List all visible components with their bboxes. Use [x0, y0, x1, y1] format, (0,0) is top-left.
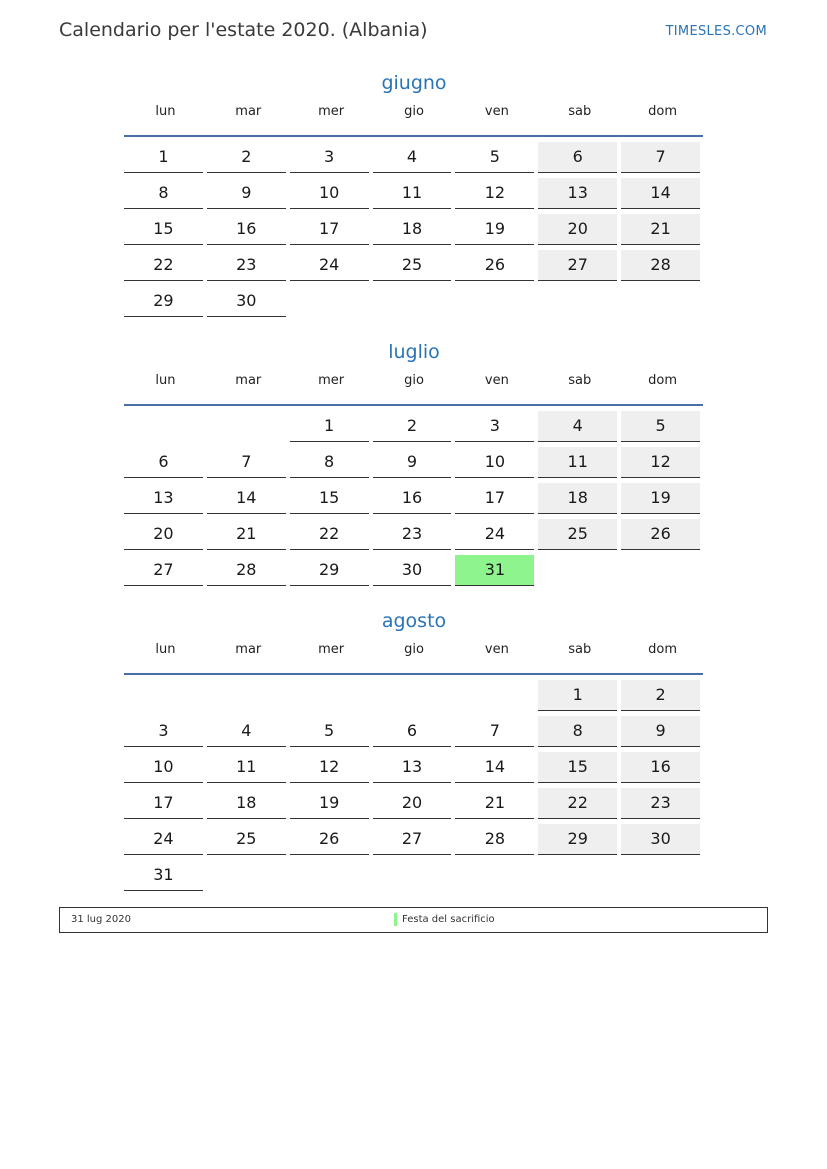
week-row [124, 519, 704, 555]
day-number: 6 [124, 447, 203, 478]
day-number: 20 [373, 788, 452, 819]
empty-day-cell [373, 680, 456, 716]
day-number: 9 [621, 716, 700, 747]
day-cell[interactable] [621, 142, 704, 178]
day-cell[interactable] [373, 411, 456, 447]
day-number: 18 [373, 214, 452, 245]
week-row [124, 824, 704, 860]
weekday-label: lun [155, 373, 176, 388]
day-cell[interactable] [455, 519, 538, 555]
day-number: 2 [207, 142, 286, 173]
day-cell[interactable] [538, 483, 621, 519]
day-number: 9 [373, 447, 452, 478]
day-number: 16 [207, 214, 286, 245]
day-cell[interactable] [455, 214, 538, 250]
empty-day-cell [373, 860, 456, 896]
week-row [124, 680, 704, 716]
week-row [124, 286, 704, 322]
day-cell[interactable] [538, 447, 621, 483]
day-number: 19 [621, 483, 700, 514]
day-cell[interactable] [207, 716, 290, 752]
weekday-label: dom [648, 642, 678, 657]
day-number: 21 [455, 788, 534, 819]
day-cell[interactable] [207, 752, 290, 788]
day-number: 20 [124, 519, 203, 550]
day-number [290, 680, 369, 711]
day-number [290, 860, 369, 891]
weekday-label: gio [404, 642, 424, 657]
day-number: 23 [373, 519, 452, 550]
day-number: 15 [538, 752, 617, 783]
day-cell[interactable] [290, 788, 373, 824]
day-number: 4 [538, 411, 617, 442]
day-number: 21 [207, 519, 286, 550]
day-number: 11 [207, 752, 286, 783]
day-number: 5 [621, 411, 700, 442]
day-number [207, 680, 286, 711]
day-number: 28 [207, 555, 286, 586]
day-cell[interactable] [538, 716, 621, 752]
empty-day-cell [621, 286, 704, 322]
empty-day-cell [124, 680, 207, 716]
day-cell[interactable] [373, 178, 456, 214]
day-cell[interactable] [373, 555, 456, 591]
day-cell[interactable] [455, 178, 538, 214]
day-number: 25 [538, 519, 617, 550]
day-number: 30 [621, 824, 700, 855]
day-number [455, 680, 534, 711]
day-number: 21 [621, 214, 700, 245]
day-cell[interactable] [538, 142, 621, 178]
month-title: agosto [381, 610, 447, 632]
day-number [373, 286, 452, 317]
day-number [538, 555, 617, 586]
day-number: 17 [124, 788, 203, 819]
day-number: 18 [538, 483, 617, 514]
legend-holiday-name: Festa del sacrificio [402, 914, 495, 925]
month-title: luglio [388, 341, 440, 363]
day-cell[interactable] [373, 142, 456, 178]
day-number: 16 [373, 483, 452, 514]
day-number: 24 [124, 824, 203, 855]
day-cell[interactable] [455, 411, 538, 447]
weekday-label: mer [318, 104, 345, 119]
week-row [124, 483, 704, 519]
day-number: 29 [290, 555, 369, 586]
empty-day-cell [455, 860, 538, 896]
day-number [538, 286, 617, 317]
day-cell[interactable] [373, 483, 456, 519]
weekday-header-row [124, 636, 704, 664]
day-cell[interactable] [207, 555, 290, 591]
week-row [124, 214, 704, 250]
day-number: 5 [290, 716, 369, 747]
day-cell[interactable] [207, 519, 290, 555]
day-number: 2 [373, 411, 452, 442]
day-cell[interactable] [455, 716, 538, 752]
day-cell[interactable] [290, 716, 373, 752]
day-number: 14 [207, 483, 286, 514]
legend-date: 31 lug 2020 [71, 914, 131, 925]
day-number: 19 [455, 214, 534, 245]
day-number: 22 [124, 250, 203, 281]
brand-link[interactable]: TIMESLES.COM [665, 24, 767, 39]
weekday-label: dom [648, 373, 678, 388]
day-cell[interactable] [455, 752, 538, 788]
empty-day-cell [538, 860, 621, 896]
day-cell[interactable] [207, 788, 290, 824]
day-cell[interactable] [124, 214, 207, 250]
day-number: 1 [538, 680, 617, 711]
day-cell[interactable] [207, 824, 290, 860]
empty-day-cell [207, 680, 290, 716]
day-number: 1 [124, 142, 203, 173]
day-number: 30 [373, 555, 452, 586]
day-number: 14 [621, 178, 700, 209]
day-cell[interactable] [621, 680, 704, 716]
empty-day-cell [290, 286, 373, 322]
day-cell[interactable] [538, 752, 621, 788]
day-number: 10 [124, 752, 203, 783]
day-cell[interactable] [207, 214, 290, 250]
day-cell[interactable] [538, 824, 621, 860]
empty-day-cell [538, 555, 621, 591]
weekday-label: sab [568, 373, 592, 388]
weekday-label: sab [568, 104, 592, 119]
weekday-label: mar [235, 373, 262, 388]
day-number: 15 [290, 483, 369, 514]
day-number: 16 [621, 752, 700, 783]
month-agosto [124, 608, 704, 896]
day-cell[interactable] [621, 178, 704, 214]
day-cell[interactable] [373, 752, 456, 788]
day-cell[interactable] [455, 824, 538, 860]
day-number: 24 [290, 250, 369, 281]
day-cell[interactable] [621, 824, 704, 860]
day-cell[interactable] [124, 447, 207, 483]
day-number [207, 411, 286, 442]
day-cell[interactable] [621, 214, 704, 250]
weekday-header-row [124, 98, 704, 126]
day-number: 10 [455, 447, 534, 478]
weekday-label: ven [484, 104, 509, 119]
day-cell[interactable] [290, 555, 373, 591]
weekday-label: mer [318, 373, 345, 388]
day-number: 12 [455, 178, 534, 209]
day-number: 6 [538, 142, 617, 173]
day-cell[interactable] [373, 447, 456, 483]
day-number: 17 [290, 214, 369, 245]
day-number [373, 680, 452, 711]
day-cell[interactable] [373, 788, 456, 824]
day-number: 7 [621, 142, 700, 173]
holiday-legend [59, 907, 768, 933]
day-number: 23 [207, 250, 286, 281]
week-row [124, 142, 704, 178]
day-number: 3 [455, 411, 534, 442]
day-number: 13 [373, 752, 452, 783]
day-number: 13 [538, 178, 617, 209]
day-number: 8 [124, 178, 203, 209]
day-cell[interactable] [124, 752, 207, 788]
day-cell[interactable] [207, 286, 290, 322]
empty-day-cell [621, 860, 704, 896]
day-number: 19 [290, 788, 369, 819]
day-cell[interactable] [124, 519, 207, 555]
day-number: 28 [621, 250, 700, 281]
day-cell[interactable] [290, 411, 373, 447]
day-cell[interactable] [621, 716, 704, 752]
day-cell[interactable] [538, 214, 621, 250]
day-cell[interactable] [538, 411, 621, 447]
day-cell[interactable] [207, 178, 290, 214]
header-divider [124, 673, 703, 675]
day-cell[interactable] [373, 716, 456, 752]
month-title: giugno [381, 72, 447, 94]
week-row [124, 752, 704, 788]
day-number [538, 860, 617, 891]
empty-day-cell [290, 680, 373, 716]
day-number: 6 [373, 716, 452, 747]
header-divider [124, 135, 703, 137]
day-number: 17 [455, 483, 534, 514]
day-number: 26 [621, 519, 700, 550]
weekday-label: dom [648, 104, 678, 119]
day-cell[interactable] [207, 142, 290, 178]
day-cell[interactable] [621, 752, 704, 788]
day-number: 14 [455, 752, 534, 783]
day-number: 3 [124, 716, 203, 747]
empty-day-cell [621, 555, 704, 591]
day-number [455, 860, 534, 891]
day-cell[interactable] [207, 447, 290, 483]
day-number: 29 [538, 824, 617, 855]
day-number: 29 [124, 286, 203, 317]
header-divider [124, 404, 703, 406]
day-cell[interactable] [124, 142, 207, 178]
empty-day-cell [373, 286, 456, 322]
day-number: 23 [621, 788, 700, 819]
day-cell[interactable] [290, 824, 373, 860]
empty-day-cell [455, 680, 538, 716]
weekday-label: mer [318, 642, 345, 657]
day-cell[interactable] [455, 555, 538, 591]
day-cell[interactable] [455, 483, 538, 519]
empty-day-cell [207, 411, 290, 447]
day-number [621, 860, 700, 891]
day-cell[interactable] [290, 250, 373, 286]
day-cell[interactable] [373, 250, 456, 286]
day-cell[interactable] [373, 519, 456, 555]
weekday-label: ven [484, 642, 509, 657]
day-cell[interactable] [290, 178, 373, 214]
day-number: 7 [455, 716, 534, 747]
day-cell[interactable] [290, 519, 373, 555]
day-cell[interactable] [124, 788, 207, 824]
day-number: 27 [538, 250, 617, 281]
day-number: 18 [207, 788, 286, 819]
day-cell[interactable] [290, 447, 373, 483]
weekday-label: ven [484, 373, 509, 388]
month-luglio [124, 339, 704, 591]
day-cell[interactable] [621, 483, 704, 519]
empty-day-cell [207, 860, 290, 896]
legend-color-marker [394, 913, 397, 926]
day-number: 11 [373, 178, 452, 209]
week-row [124, 788, 704, 824]
empty-day-cell [538, 286, 621, 322]
day-cell[interactable] [455, 788, 538, 824]
weekday-label: sab [568, 642, 592, 657]
day-cell[interactable] [290, 214, 373, 250]
empty-day-cell [455, 286, 538, 322]
day-cell[interactable] [538, 680, 621, 716]
day-number: 10 [290, 178, 369, 209]
day-number: 9 [207, 178, 286, 209]
day-number: 12 [621, 447, 700, 478]
week-row [124, 411, 704, 447]
empty-day-cell [124, 411, 207, 447]
day-number: 15 [124, 214, 203, 245]
day-number: 27 [373, 824, 452, 855]
day-number [290, 286, 369, 317]
day-cell[interactable] [124, 483, 207, 519]
day-cell[interactable] [207, 250, 290, 286]
day-cell[interactable] [621, 250, 704, 286]
page-title: Calendario per l'estate 2020. (Albania) [59, 19, 428, 41]
week-row [124, 716, 704, 752]
empty-day-cell [290, 860, 373, 896]
day-number: 8 [290, 447, 369, 478]
day-number: 13 [124, 483, 203, 514]
day-cell[interactable] [538, 519, 621, 555]
day-number [621, 555, 700, 586]
month-giugno [124, 70, 704, 322]
day-number: 26 [455, 250, 534, 281]
day-number: 12 [290, 752, 369, 783]
day-number: 4 [207, 716, 286, 747]
day-cell[interactable] [124, 286, 207, 322]
weekday-header-row [124, 367, 704, 395]
day-number: 5 [455, 142, 534, 173]
week-row [124, 555, 704, 591]
day-number: 4 [373, 142, 452, 173]
day-cell[interactable] [207, 483, 290, 519]
day-number: 25 [207, 824, 286, 855]
day-number: 1 [290, 411, 369, 442]
day-number: 2 [621, 680, 700, 711]
day-number: 3 [290, 142, 369, 173]
day-number: 20 [538, 214, 617, 245]
day-cell[interactable] [124, 824, 207, 860]
weekday-label: lun [155, 642, 176, 657]
day-number: 7 [207, 447, 286, 478]
weekday-label: gio [404, 104, 424, 119]
day-number [621, 286, 700, 317]
day-cell[interactable] [455, 447, 538, 483]
weekday-label: mar [235, 104, 262, 119]
weekday-label: lun [155, 104, 176, 119]
week-row [124, 860, 704, 896]
day-cell[interactable] [290, 483, 373, 519]
week-row [124, 250, 704, 286]
day-number: 30 [207, 286, 286, 317]
day-cell[interactable] [621, 788, 704, 824]
day-number: 27 [124, 555, 203, 586]
day-cell[interactable] [538, 250, 621, 286]
day-number: 28 [455, 824, 534, 855]
day-cell[interactable] [455, 250, 538, 286]
week-row [124, 178, 704, 214]
day-cell[interactable] [124, 555, 207, 591]
day-cell[interactable] [290, 142, 373, 178]
day-number [124, 411, 203, 442]
day-number: 24 [455, 519, 534, 550]
day-cell[interactable] [621, 447, 704, 483]
weekday-label: gio [404, 373, 424, 388]
day-number [373, 860, 452, 891]
weekday-label: mar [235, 642, 262, 657]
day-cell[interactable] [455, 142, 538, 178]
day-cell[interactable] [124, 178, 207, 214]
day-number: 22 [290, 519, 369, 550]
day-cell[interactable] [373, 214, 456, 250]
day-cell[interactable] [373, 824, 456, 860]
day-cell[interactable] [124, 716, 207, 752]
day-number: 11 [538, 447, 617, 478]
day-number [124, 680, 203, 711]
day-cell[interactable] [290, 752, 373, 788]
day-number: 26 [290, 824, 369, 855]
day-number: 8 [538, 716, 617, 747]
day-number [207, 860, 286, 891]
day-number [455, 286, 534, 317]
day-cell[interactable] [124, 250, 207, 286]
day-cell[interactable] [538, 178, 621, 214]
day-number: 22 [538, 788, 617, 819]
day-cell[interactable] [621, 411, 704, 447]
week-row [124, 447, 704, 483]
day-number: 25 [373, 250, 452, 281]
day-cell[interactable] [124, 860, 207, 896]
day-number: 31 [455, 555, 534, 586]
day-cell[interactable] [538, 788, 621, 824]
day-number: 31 [124, 860, 203, 891]
day-cell[interactable] [621, 519, 704, 555]
